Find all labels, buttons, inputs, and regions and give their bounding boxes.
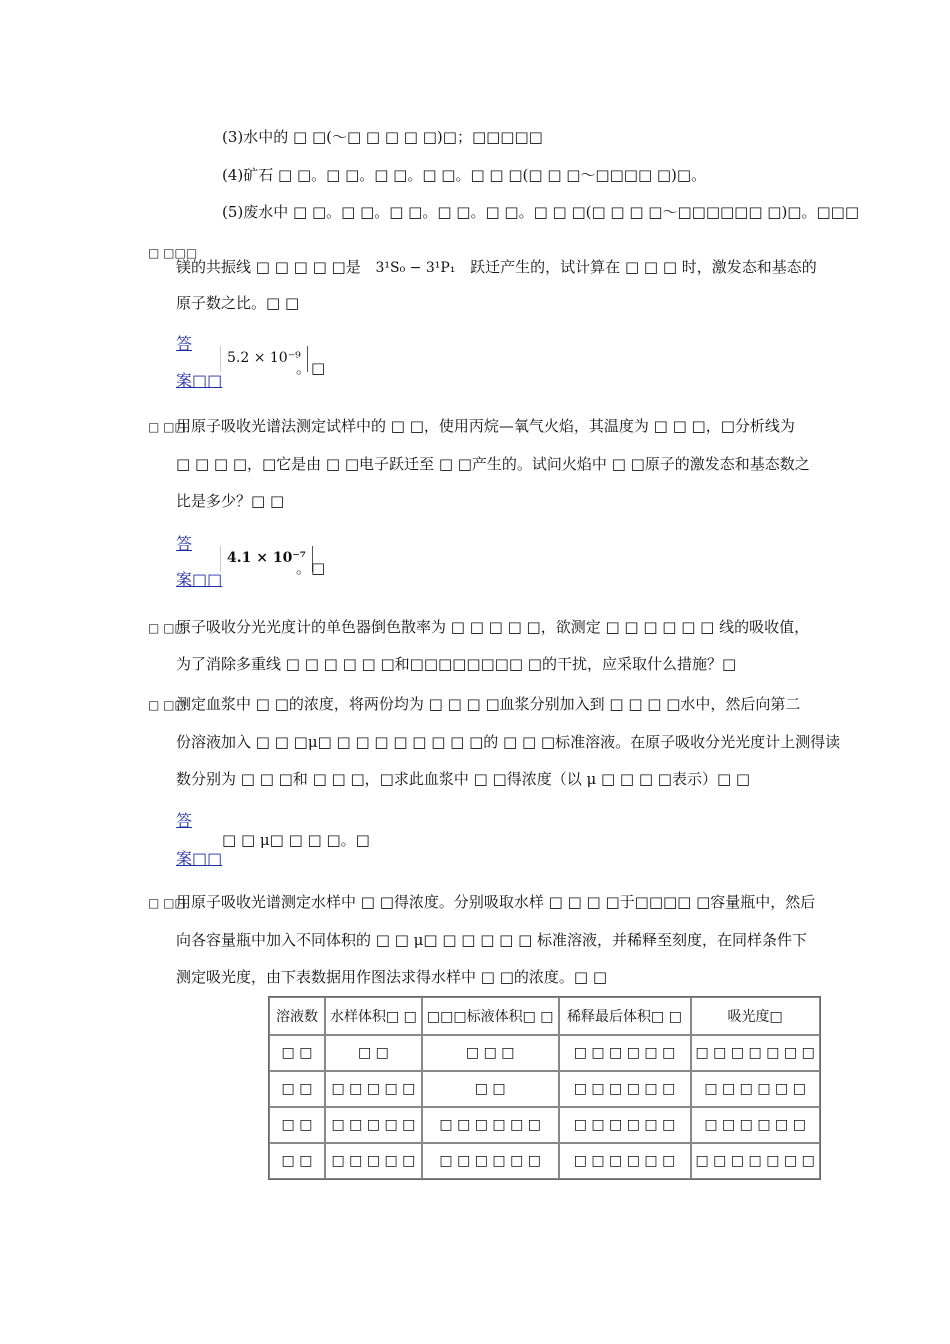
table-row	[269, 1107, 820, 1143]
answer-link-top[interactable]: 答	[176, 334, 193, 353]
list-text: 水中的 □ □(～□ □ □ □ □)□；□□□□□	[243, 128, 543, 146]
q2-line-2: □ □ □ □，□它是由 □ □电子跃迁至 □ □产生的。试问火焰中 □ □原子的激发态和基态数之	[176, 455, 810, 473]
table-header: 稀释最后体积□ □	[559, 997, 691, 1035]
table-cell: □ □ □ □ □ □	[559, 1035, 691, 1071]
table-cell: □ □	[269, 1143, 325, 1179]
table-cell: □ □	[325, 1035, 422, 1071]
table-cell: □ □	[422, 1071, 559, 1107]
q3-line-1: 原子吸收分光光度计的单色器倒色散率为 □ □ □ □ □，欲测定 □ □ □ □ □ □ 线的吸收值，	[176, 618, 810, 636]
q3-line-2: 为了消除多重线 □ □ □ □ □ □和□□□□□□□□ □的干扰，应采取什么措施？□	[176, 655, 737, 673]
table-header: 水样体积□ □	[325, 997, 422, 1035]
q4-line-3: 数分别为 □ □ □和 □ □ □，□求此血浆中 □ □得浓度（以 μ □ □ □ □表示）□ □	[176, 770, 751, 788]
data-table	[268, 996, 821, 1180]
answer-link-bottom[interactable]: 案□□	[176, 849, 223, 868]
table-cell: □ □	[269, 1035, 325, 1071]
question-number: □ □□	[148, 698, 186, 712]
answer-value: □ □ μ□ □ □ □。□	[222, 831, 370, 849]
q4-line-1: 测定血浆中 □ □的浓度，将两份均为 □ □ □ □血浆分别加入到 □ □ □ □水中，然后向第二	[176, 695, 801, 713]
q5-line-3: 测定吸光度，由下表数据用作图法求得水样中 □ □的浓度。□ □	[176, 968, 607, 986]
answer-box: 5.2 × 10⁻⁹	[220, 346, 308, 372]
answer-link-bottom[interactable]: 案□□	[176, 570, 223, 589]
q1-text-a: 镁的共振线 □ □ □ □ □是	[176, 258, 361, 276]
table-cell: □ □ □ □ □ □	[422, 1143, 559, 1179]
table-cell: □ □ □ □ □ □	[559, 1107, 691, 1143]
list-marker: (5)	[222, 203, 244, 221]
q2-line-3: 比是多少？□ □	[176, 492, 285, 510]
table-cell: □ □ □ □ □	[325, 1071, 422, 1107]
q5-line-2: 向各容量瓶中加入不同体积的 □ □ μ□ □ □ □ □ □ 标准溶液，并稀释至刻度，在同样条件下	[176, 931, 808, 949]
question-number: □ □□□	[148, 246, 198, 260]
table-cell: □ □ □ □ □ □	[691, 1071, 820, 1107]
table-cell: □ □ □ □ □	[325, 1143, 422, 1179]
table-header: □□□标液体积□ □	[422, 997, 559, 1035]
q1-line-1	[176, 257, 817, 278]
table-header: 吸光度□	[691, 997, 820, 1035]
answer-label-bottom[interactable]	[176, 848, 222, 870]
answer-suffix: 。□	[296, 359, 326, 377]
q1-line-2: 原子数之比。□ □	[176, 294, 300, 312]
table-cell: □ □ □ □ □ □ □	[691, 1143, 820, 1179]
table-cell: □ □ □ □ □ □	[559, 1143, 691, 1179]
table-cell: □ □ □	[422, 1035, 559, 1071]
list-marker: (4)	[222, 166, 244, 184]
list-marker: (3)	[222, 128, 244, 146]
list-item-4	[222, 165, 706, 185]
table-cell: □ □	[269, 1071, 325, 1107]
table-cell: □ □	[269, 1107, 325, 1143]
list-item-5	[222, 202, 859, 222]
answer-link-top[interactable]: 答	[176, 534, 193, 553]
answer-label-bottom[interactable]	[176, 370, 222, 392]
answer-link-top[interactable]: 答	[176, 811, 193, 830]
table-cell: □ □ □ □ □ □ □	[691, 1035, 820, 1071]
answer-suffix: 。□	[296, 559, 326, 577]
answer-label[interactable]	[176, 533, 192, 555]
answer-label[interactable]	[176, 810, 192, 832]
table-row	[269, 1035, 820, 1071]
table-cell: □ □ □ □ □ □	[559, 1071, 691, 1107]
table-row	[269, 1071, 820, 1107]
q1-text-b: 跃迁产生的，试计算在 □ □ □ 时，激发态和基态的	[470, 258, 817, 276]
answer-link-bottom[interactable]: 案□□	[176, 371, 223, 390]
question-number: □ □□	[148, 896, 186, 910]
table-row	[269, 1143, 820, 1179]
table-cell: □ □ □ □ □ □	[691, 1107, 820, 1143]
question-number: □ □□	[148, 420, 186, 434]
table-cell: □ □ □ □ □ □	[422, 1107, 559, 1143]
answer-box: 4.1 × 10⁻⁷	[220, 546, 313, 572]
q5-line-1: 用原子吸收光谱测定水样中 □ □得浓度。分别吸取水样 □ □ □ □于□□□□ □容量瓶中，然后	[176, 893, 816, 911]
table-header-row	[269, 997, 820, 1035]
question-number: □ □□	[148, 621, 186, 635]
list-text: 矿石 □ □。□ □。□ □。□ □。□ □ □(□ □ □～□□□□ □)□。	[243, 166, 707, 184]
q1-formula: 3¹S₀ − 3¹P₁	[375, 260, 456, 276]
answer-label-bottom[interactable]	[176, 569, 222, 591]
answer-label[interactable]	[176, 333, 192, 355]
q2-line-1: 用原子吸收光谱法测定试样中的 □ □，使用丙烷—氧气火焰，其温度为 □ □ □，□分析线为	[176, 417, 795, 435]
table-header: 溶液数	[269, 997, 325, 1035]
list-item-3	[222, 127, 543, 147]
table-cell: □ □ □ □ □	[325, 1107, 422, 1143]
list-text: 废水中 □ □。□ □。□ □。□ □。□ □。□ □ □(□ □ □ □～□□□□□□ □)□。□□□	[243, 203, 859, 221]
q4-line-2: 份溶液加入 □ □ □μ□ □ □ □ □ □ □ □ □的 □ □ □标准溶液。在原子吸收分光光度计上测得读	[176, 733, 841, 751]
